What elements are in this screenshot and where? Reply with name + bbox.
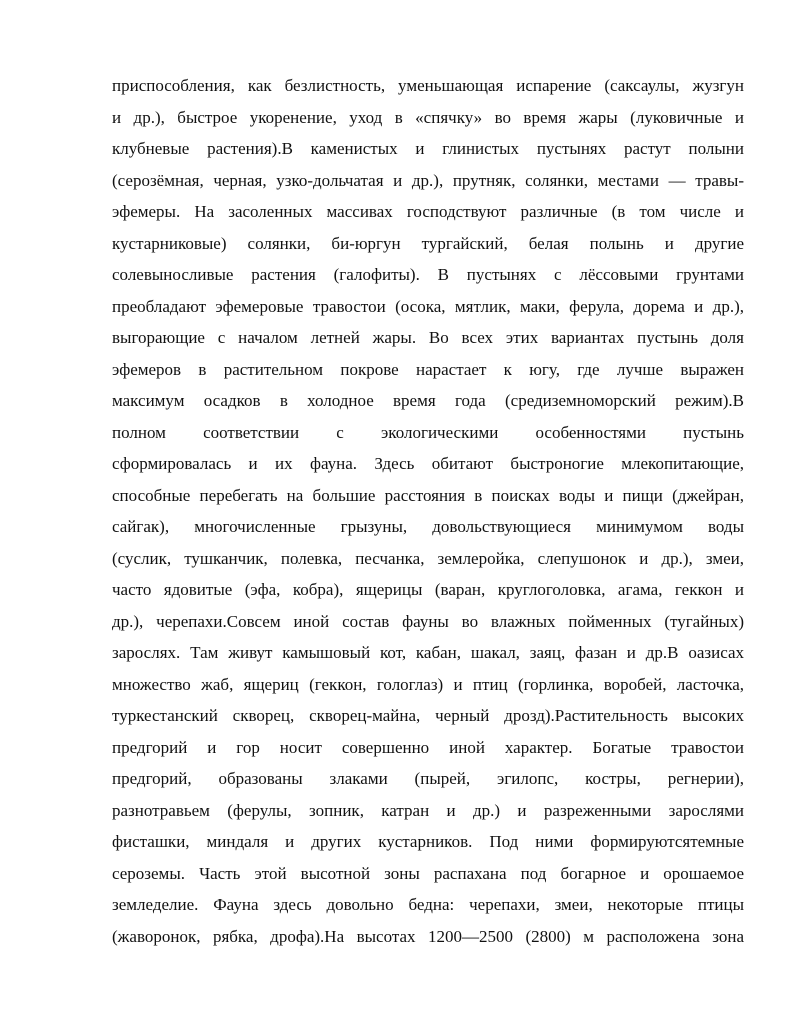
text-line: кустарниковые) солянки, би-юргун тургайский, белая полынь и другие — [112, 233, 744, 253]
text-line: сайгак), многочисленные грызуны, довольствующиеся минимумом воды — [112, 517, 744, 536]
text-line: эфемеры. На засоленных массивах господствуют различные (в том числе и — [112, 202, 744, 221]
text-line: клубневые растения).В каменистых и глинистых пустынях растут полыни — [112, 139, 744, 158]
text-line: сформировалась и их фауна. Здесь обитают быстроногие млекопитающие, — [112, 454, 744, 473]
text-line: др.), черепахи.Совсем иной состав фауны во влажных пойменных (тугайных) — [112, 611, 744, 631]
text-line: (суслик, тушканчик, полевка, песчанка, землеройка, слепушонок и др.), змеи, — [112, 548, 744, 568]
text-line: часто ядовитые (эфа, кобра), ящерицы (варан, круглоголовка, агама, геккон и — [112, 580, 744, 599]
text-line: сероземы. Часть этой высотной зоны распахана под богарное и орошаемое — [112, 863, 744, 883]
document-body — [112, 70, 744, 952]
text-line: выгорающие с началом летней жары. Во всех этих вариантах пустынь доля — [112, 328, 744, 347]
text-line: приспособления, как безлистность, уменьшающая испарение (саксаулы, жузгун — [112, 76, 744, 95]
text-line: (серозёмная, черная, узко-дольчатая и др.), прутняк, солянки, местами — травы- — [112, 170, 744, 190]
text-line: земледелие. Фауна здесь довольно бедна: черепахи, змеи, некоторые птицы — [112, 895, 744, 914]
text-line: предгорий, образованы злаками (пырей, эгилопс, костры, регнерии), — [112, 769, 744, 788]
text-line: фисташки, миндаля и других кустарников. Под ними формируютсятемные — [112, 832, 744, 851]
text-line: зарослях. Там живут камышовый кот, кабан, шакал, заяц, фазан и др.В оазисах — [112, 643, 744, 662]
text-line: и др.), быстрое укоренение, уход в «спячку» во время жары (луковичные и — [112, 107, 744, 127]
text-line: преобладают эфемеровые травостои (осока, мятлик, маки, ферула, дорема и др.), — [112, 296, 744, 316]
text-line: множество жаб, ящериц (геккон, гологлаз) и птиц (горлинка, воробей, ласточка, — [112, 674, 744, 694]
text-line: разнотравьем (ферулы, зопник, катран и др.) и разреженными зарослями — [112, 800, 744, 820]
text-line: (жаворонок, рябка, дрофа).На высотах 1200—2500 (2800) м расположена зона — [112, 926, 744, 946]
text-line: способные перебегать на большие расстояния в поисках воды и пищи (джейран, — [112, 485, 744, 505]
text-line: полном соответствии с экологическими особенностями пустынь — [112, 422, 744, 442]
text-line: предгорий и гор носит совершенно иной характер. Богатые травостои — [112, 737, 744, 757]
text-line: солевыносливые растения (галофиты). В пустынях с лёссовыми грунтами — [112, 265, 744, 284]
text-line: максимум осадков в холодное время года (средиземноморский режим).В — [112, 391, 744, 410]
text-line: туркестанский скворец, скворец-майна, черный дрозд).Растительность высоких — [112, 706, 744, 725]
text-line: эфемеров в растительном покрове нарастает к югу, где лучше выражен — [112, 359, 744, 379]
